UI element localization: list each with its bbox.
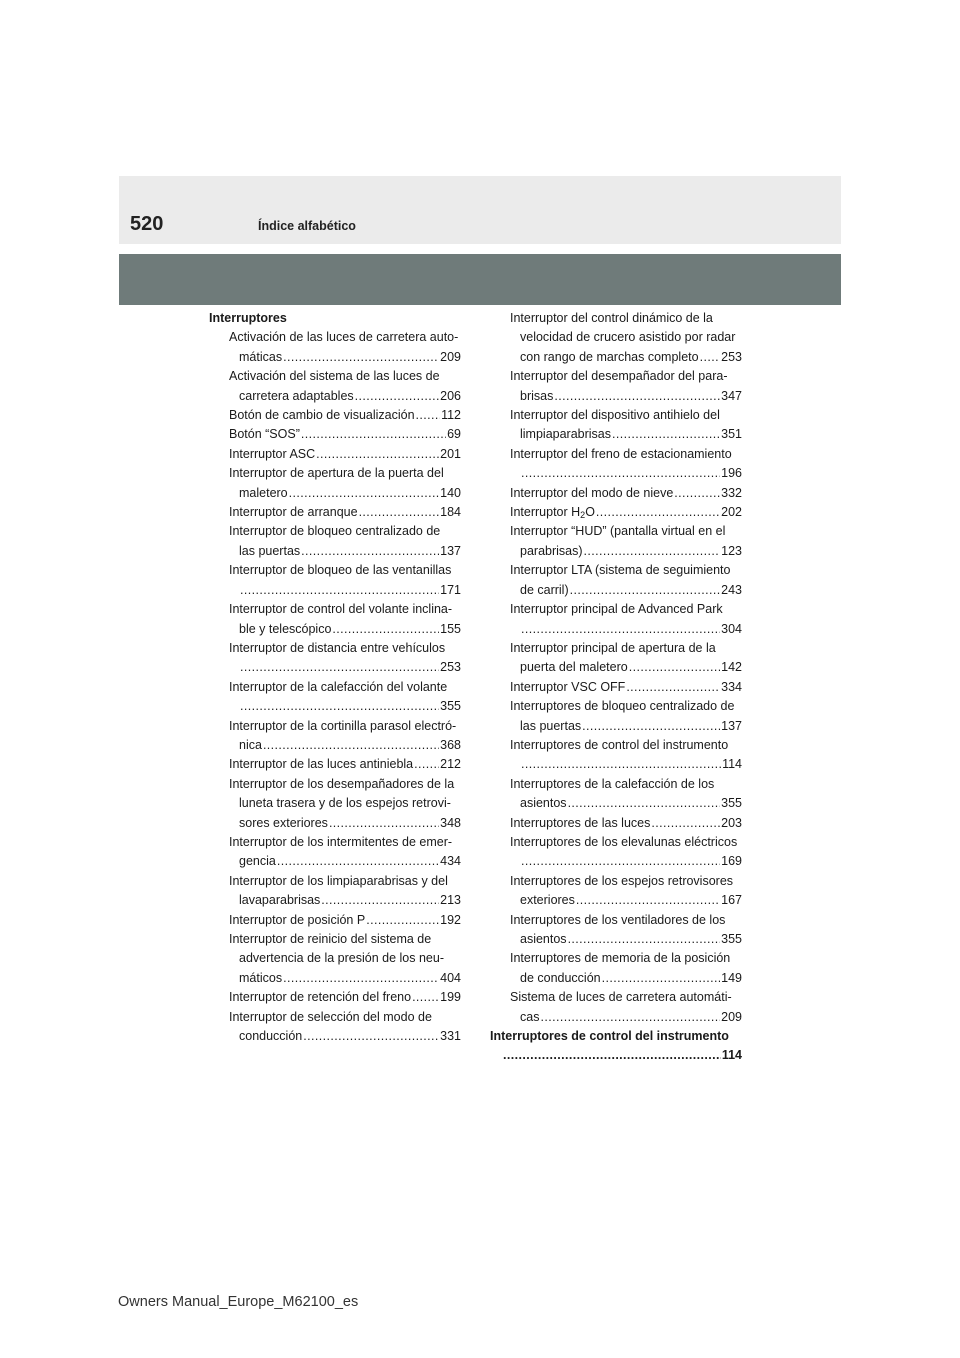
page-reference: 114	[722, 757, 742, 772]
index-entry-text: Interruptores de los elevalunas eléctricos	[510, 834, 738, 849]
index-entry-text: lavaparabrisas	[239, 893, 321, 908]
dot-leader	[332, 620, 439, 639]
index-entry-line	[229, 1027, 461, 1046]
page-reference: 112	[441, 408, 461, 423]
index-entry	[209, 425, 461, 444]
index-heading	[209, 309, 461, 328]
page-reference: 368	[440, 737, 461, 752]
dot-leader	[602, 969, 721, 988]
index-entry	[490, 697, 742, 736]
index-entry-text: advertencia de la presión de los neu-	[239, 951, 444, 966]
index-entry-line	[510, 717, 742, 736]
index-entry-line	[510, 484, 742, 503]
index-entry-text: Interruptores de control del instrumento	[490, 1029, 729, 1044]
dot-leader	[301, 425, 446, 444]
dot-leader	[651, 814, 720, 833]
dot-leader	[626, 678, 720, 697]
index-entry-line	[510, 581, 742, 600]
index-entry	[209, 328, 461, 367]
page-reference: 201	[440, 446, 461, 461]
page-reference: 243	[721, 582, 742, 597]
index-entry-text: máticas	[239, 349, 283, 364]
dot-leader	[283, 348, 439, 367]
index-entry	[490, 775, 742, 814]
index-entry-line	[510, 425, 742, 444]
dot-leader	[521, 620, 720, 639]
index-entry-text: limpiaparabrisas	[520, 427, 612, 442]
index-entry-line	[510, 852, 742, 871]
dot-leader	[568, 794, 721, 813]
dot-leader	[321, 891, 439, 910]
page-number: 520	[130, 213, 164, 235]
page-reference: 209	[440, 349, 461, 364]
index-entry-line	[229, 891, 461, 910]
index-entry-text: ble y telescópico	[239, 621, 332, 636]
index-heading	[490, 1027, 742, 1066]
page-reference: 331	[440, 1029, 461, 1044]
dot-leader	[329, 814, 439, 833]
index-entry	[209, 775, 461, 833]
page-reference: 253	[440, 660, 461, 675]
index-entry	[490, 988, 742, 1027]
index-entry-line	[510, 620, 742, 639]
index-entry-text: Interruptor de los intermitentes de emer-	[229, 834, 453, 849]
dot-leader	[612, 425, 720, 444]
index-entry	[490, 600, 742, 639]
page-reference: 171	[440, 582, 461, 597]
index-entry-text: brisas	[520, 388, 554, 403]
dot-leader	[263, 736, 439, 755]
index-entry-line	[229, 387, 461, 406]
index-entry-text: Interruptor de arranque	[229, 505, 358, 520]
index-entry-line	[229, 736, 461, 755]
page-reference: 347	[721, 388, 742, 403]
dot-leader	[596, 503, 720, 522]
index-entry-line	[229, 406, 461, 425]
dot-leader	[582, 717, 720, 736]
page-reference: 334	[721, 679, 742, 694]
page-reference: 404	[440, 970, 461, 985]
index-entry-text: Interruptores de los espejos retrovisores	[510, 873, 734, 888]
index-entry	[209, 872, 461, 911]
page-reference: 69	[447, 427, 461, 442]
index-entry-line	[510, 1008, 742, 1027]
index-entry-line	[510, 503, 742, 522]
index-entry	[209, 678, 461, 717]
index-entry-line	[510, 794, 742, 813]
index-entry-text: Interruptores de memoria de la posición	[510, 951, 731, 966]
index-entry-text: Sistema de luces de carretera automáti-	[510, 990, 732, 1005]
dot-leader	[540, 1008, 720, 1027]
index-entry-text: de carril)	[520, 582, 569, 597]
page-reference: 196	[721, 466, 742, 481]
header-dark-bar	[119, 254, 841, 305]
index-entry-text: asientos	[520, 796, 567, 811]
index-column-left	[209, 309, 461, 1046]
index-entry-text: gencia	[239, 854, 276, 869]
index-entry-text: de conducción	[520, 970, 601, 985]
index-entry-text: Interruptores	[209, 311, 287, 325]
index-entry-text: luneta trasera y de los espejos retrovi-	[239, 796, 451, 811]
index-entry-text: Interruptor de los desempañadores de la	[229, 776, 455, 791]
index-entry	[209, 911, 461, 930]
page-reference: 434	[440, 854, 461, 869]
page-reference: 123	[721, 543, 742, 558]
index-entry	[209, 522, 461, 561]
index-entry-text: Botón “SOS”	[229, 427, 300, 442]
page-reference: 184	[440, 505, 461, 520]
index-entry-text: Interruptor de control del volante inclina-	[229, 602, 453, 617]
index-entry-text: Interruptor de selección del modo de	[229, 1009, 432, 1024]
index-entry-line	[229, 852, 461, 871]
index-entry	[490, 367, 742, 406]
index-entry	[490, 678, 742, 697]
page-reference: 355	[721, 932, 742, 946]
index-entry	[209, 930, 461, 988]
page-reference: 209	[721, 1009, 742, 1024]
index-entry	[490, 736, 742, 775]
index-entry-text: Interruptor LTA (sistema de seguimiento	[510, 563, 731, 578]
index-entry	[209, 717, 461, 756]
page-reference: 114	[721, 1048, 742, 1063]
dot-leader	[554, 387, 720, 406]
index-entry	[209, 561, 461, 600]
dot-leader	[366, 911, 439, 930]
dot-leader	[303, 1027, 439, 1046]
index-entry	[490, 445, 742, 484]
index-entry	[490, 522, 742, 561]
index-entry-line	[510, 387, 742, 406]
dot-leader	[414, 755, 439, 774]
page-reference: 212	[440, 757, 461, 772]
index-entry	[490, 911, 742, 950]
dot-leader	[576, 891, 720, 910]
index-entry	[490, 949, 742, 988]
index-entry-line	[510, 678, 742, 697]
index-entry-line	[510, 464, 742, 483]
index-entry-line	[229, 814, 461, 833]
index-entry	[209, 1008, 461, 1047]
dot-leader	[283, 969, 439, 988]
page-reference: 253	[721, 349, 742, 364]
dot-leader	[355, 387, 439, 406]
index-entry-text: Interruptor de distancia entre vehículos	[229, 640, 446, 655]
dot-leader	[316, 445, 439, 464]
index-entry-line	[229, 658, 461, 677]
index-entry-text: Interruptores de la calefacción de los	[510, 776, 715, 791]
index-entry-text: sores exteriores	[239, 815, 328, 830]
index-entry-text: nica	[239, 737, 262, 752]
page-reference: 167	[721, 893, 742, 908]
header-band	[119, 176, 841, 244]
index-entry-text: Interruptor principal de apertura de la	[510, 640, 716, 655]
index-entry	[209, 833, 461, 872]
index-entry	[209, 406, 461, 425]
index-entry-text: Interruptores de los ventiladores de los	[510, 912, 726, 927]
index-entry-text: Interruptor de las luces antiniebla	[229, 757, 414, 772]
footer-document-id: Owners Manual_Europe_M62100_es	[118, 1294, 359, 1310]
index-entry-line	[229, 581, 461, 600]
index-entry-text: carretera adaptables	[239, 388, 354, 403]
page-reference: 137	[721, 718, 742, 733]
dot-leader	[289, 484, 440, 503]
index-entry-line	[229, 445, 461, 464]
index-entry	[490, 309, 742, 367]
page-reference: 192	[440, 912, 461, 927]
index-entry	[209, 988, 461, 1007]
index-entry	[209, 367, 461, 406]
dot-leader	[568, 930, 721, 949]
index-entry-line	[229, 425, 461, 444]
index-entry-line	[229, 484, 461, 503]
index-entry-line	[510, 930, 742, 949]
index-entry-text: Interruptor de bloqueo centralizado de	[229, 524, 441, 539]
index-entry-line	[229, 755, 461, 774]
index-entry-text: cas	[520, 1009, 540, 1024]
index-entry-line	[510, 658, 742, 677]
index-entry-line	[229, 697, 461, 716]
dot-leader	[416, 406, 441, 425]
index-entry-text: parabrisas)	[520, 543, 583, 558]
page-reference: 203	[721, 815, 742, 830]
index-entry-text: Interruptor de bloqueo de las ventanillas	[229, 563, 452, 578]
index-entry	[490, 503, 742, 522]
dot-leader	[277, 852, 439, 871]
dot-leader	[521, 755, 721, 774]
index-entry-text: Interruptores de las luces	[510, 815, 651, 830]
dot-leader	[240, 658, 439, 677]
dot-leader	[570, 581, 721, 600]
dot-leader	[521, 852, 720, 871]
dot-leader	[700, 348, 721, 367]
index-entry-text: Interruptor de retención del freno	[229, 990, 412, 1005]
dot-leader	[240, 697, 439, 716]
index-entry-text: Botón de cambio de visualización	[229, 408, 415, 423]
page-reference: 169	[721, 854, 742, 869]
index-entry-line	[510, 814, 742, 833]
page-reference: 332	[721, 485, 742, 500]
index-entry	[490, 561, 742, 600]
page-reference: 202	[721, 505, 742, 520]
index-column-right	[490, 309, 742, 1066]
index-entry	[490, 814, 742, 833]
index-entry	[209, 755, 461, 774]
index-entry-text: Interruptores de bloqueo centralizado de	[510, 699, 735, 714]
dot-leader	[240, 581, 439, 600]
index-entry-text: Interruptor de apertura de la puerta del	[229, 466, 444, 481]
index-entry-text: Interruptor de la cortinilla parasol electró-	[229, 718, 457, 733]
index-entry-text: Interruptor “HUD” (pantalla virtual en el	[510, 524, 726, 539]
page-reference: 199	[440, 990, 461, 1005]
index-entry	[490, 406, 742, 445]
index-entry-text: Interruptor del modo de nieve	[510, 485, 674, 500]
index-entry	[209, 464, 461, 503]
index-entry-text: maletero	[239, 485, 288, 500]
index-entry-text: asientos	[520, 932, 567, 946]
page-reference: 351	[721, 427, 742, 442]
page-reference: 304	[721, 621, 742, 636]
page-reference: 213	[440, 893, 461, 908]
index-entry-text: Interruptor del control dinámico de la	[510, 311, 713, 325]
index-entry-text: Interruptor del desempañador del para-	[510, 369, 728, 384]
page-reference: 355	[721, 796, 742, 811]
index-entry-text: Activación de las luces de carretera auto-	[229, 330, 459, 345]
page-reference: 355	[440, 699, 461, 714]
index-entry-line	[229, 988, 461, 1007]
section-title: Índice alfabético	[258, 219, 356, 233]
page-reference: 149	[721, 970, 742, 985]
index-entry-text: Interruptor de los limpiaparabrisas y del	[229, 873, 448, 888]
dot-leader	[521, 464, 720, 483]
index-entry-line	[510, 542, 742, 561]
index-entry	[209, 639, 461, 678]
index-entry-text: Interruptor del freno de estacionamiento	[510, 446, 732, 461]
index-entry-text: Interruptor $H_2O$	[510, 505, 595, 521]
index-entry-line	[229, 911, 461, 930]
index-entry	[209, 445, 461, 464]
index-entry-line	[229, 620, 461, 639]
dot-leader	[412, 988, 439, 1007]
index-entry-text: Interruptor principal de Advanced Park	[510, 602, 723, 617]
index-entry-text: Activación del sistema de las luces de	[229, 369, 440, 384]
index-entry-line	[229, 503, 461, 522]
index-entry-line	[510, 348, 742, 367]
index-entry-text: máticos	[239, 970, 283, 985]
index-entry-text: conducción	[239, 1029, 303, 1044]
dot-leader	[674, 484, 720, 503]
page-reference: 137	[440, 543, 461, 558]
dot-leader	[503, 1046, 721, 1065]
dot-leader	[359, 503, 440, 522]
page-reference: 140	[440, 485, 461, 500]
index-entry-line	[510, 891, 742, 910]
page-reference: 142	[721, 660, 742, 675]
index-entry-line	[510, 969, 742, 988]
index-entry-text: con rango de marchas completo	[520, 349, 699, 364]
index-entry-text: Interruptores de control del instrumento	[510, 737, 729, 752]
index-entry-text: Interruptor de posición P	[229, 912, 366, 927]
index-entry-text: velocidad de crucero asistido por radar	[520, 330, 736, 345]
dot-leader	[301, 542, 439, 561]
index-entry	[490, 484, 742, 503]
index-entry-line	[490, 1046, 742, 1065]
index-entry	[490, 639, 742, 678]
page-reference: 155	[440, 621, 461, 636]
index-entry-line	[229, 348, 461, 367]
index-entry	[490, 833, 742, 872]
index-entry-text: Interruptor de reinicio del sistema de	[229, 932, 432, 946]
dot-leader	[629, 658, 720, 677]
index-entry-line	[229, 969, 461, 988]
index-entry-text: puerta del maletero	[520, 660, 628, 675]
page-reference: 206	[440, 388, 461, 403]
index-entry-text: Interruptor ASC	[229, 446, 316, 461]
index-entry-text: las puertas	[239, 543, 301, 558]
index-entry-line	[510, 755, 742, 774]
page-reference: 348	[440, 815, 461, 830]
index-entry	[209, 503, 461, 522]
index-entry-text: Interruptor del dispositivo antihielo del	[510, 408, 720, 423]
index-entry-line	[229, 542, 461, 561]
index-entry-text: Interruptor VSC OFF	[510, 679, 626, 694]
index-entry	[490, 872, 742, 911]
index-entry	[209, 600, 461, 639]
index-entry-text: las puertas	[520, 718, 582, 733]
dot-leader	[584, 542, 721, 561]
index-entry-text: exteriores	[520, 893, 575, 908]
index-entry-text: Interruptor de la calefacción del volante	[229, 679, 448, 694]
